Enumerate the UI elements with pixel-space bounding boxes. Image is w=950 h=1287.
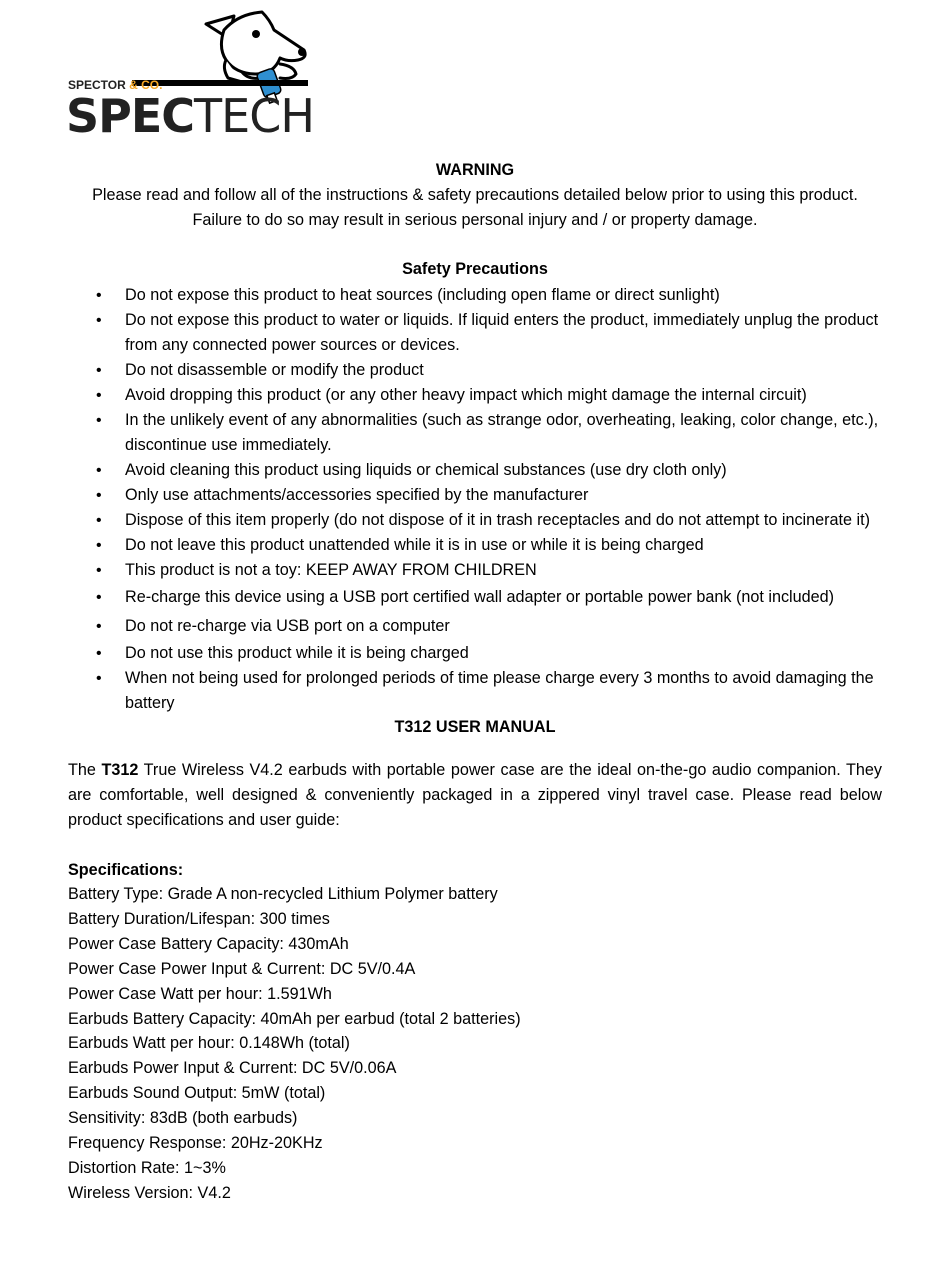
precaution-item: • This product is not a toy: KEEP AWAY FROM CHILDREN xyxy=(68,558,882,583)
precaution-item: • Do not use this product while it is being charged xyxy=(68,641,882,666)
spec-item: Sensitivity: 83dB (both earbuds) xyxy=(68,1109,298,1128)
spec-item: Battery Duration/Lifespan: 300 times xyxy=(68,909,330,928)
precaution-item: • Dispose of this item properly (do not dispose of it in trash receptacles and do not attempt to incinerate it) xyxy=(68,508,882,533)
spec-item: Power Case Watt per hour: 1.591Wh xyxy=(68,984,332,1003)
precaution-item: • Re-charge this device using a USB port certified wall adapter or portable power bank (not included) xyxy=(68,585,882,610)
spec-item: Earbuds Power Input & Current: DC 5V/0.06A xyxy=(68,1059,397,1078)
precaution-item: • Avoid cleaning this product using liquids or chemical substances (use dry cloth only) xyxy=(68,458,882,483)
spec-item: Battery Type: Grade A non-recycled Lithium Polymer battery xyxy=(68,885,498,903)
precaution-item: • Do not re-charge via USB port on a computer xyxy=(68,614,882,639)
safety-precautions-title: Safety Precautions xyxy=(402,260,548,278)
precaution-item: • Do not leave this product unattended while it is in use or while it is being charged xyxy=(68,533,882,558)
intro-model: T312 xyxy=(101,761,139,779)
dog-mascot-icon xyxy=(206,12,306,82)
precaution-item: • Do not expose this product to heat sources (including open flame or direct sunlight) xyxy=(68,283,882,308)
spec-item: Earbuds Sound Output: 5mW (total) xyxy=(68,1084,326,1103)
user-manual-title: T312 USER MANUAL xyxy=(394,718,556,736)
spec-item: Power Case Battery Capacity: 430mAh xyxy=(68,934,349,953)
spec-item: Earbuds Watt per hour: 0.148Wh (total) xyxy=(68,1034,350,1053)
spec-item: Distortion Rate: 1~3% xyxy=(68,1158,226,1177)
precaution-item: • Do not disassemble or modify the product xyxy=(68,358,882,383)
specifications-heading: Specifications: xyxy=(68,861,184,879)
precaution-item: • When not being used for prolonged periods of time please charge every 3 months to avoid damaging the battery xyxy=(68,666,882,716)
warning-title: WARNING xyxy=(435,161,515,179)
precaution-item: • In the unlikely event of any abnormalities (such as strange odor, overheating, leaking, color change, etc.), discontinue use immediately. xyxy=(68,408,882,458)
safety-precautions-list xyxy=(68,283,882,716)
warning-text: Please read and follow all of the instructions & safety precautions detailed below prior to using this product. Failure to do so may result in serious personal injury and / or property damage. xyxy=(92,186,858,229)
intro-rest: True Wireless V4.2 earbuds with portable power case are the ideal on-the-go audio companion. They are comfortable, well designed & conveniently packaged in a zippered vinyl travel case. Please read below product specifications and user guide: xyxy=(68,761,882,829)
specifications-list xyxy=(68,882,521,1206)
precaution-item: • Do not expose this product to water or liquids. If liquid enters the product, immediately unplug the product from any connected power sources or devices. xyxy=(68,308,882,358)
spec-item: Power Case Power Input & Current: DC 5V/0.4A xyxy=(68,959,416,978)
spec-item: Wireless Version: V4.2 xyxy=(68,1183,231,1202)
intro-prefix: The xyxy=(68,761,102,779)
company-small-name: SPECTOR & CO. xyxy=(68,78,163,92)
precaution-item: • Avoid dropping this product (or any other heavy impact which might damage the internal circuit) xyxy=(68,383,882,408)
spec-item: Earbuds Battery Capacity: 40mAh per earbud (total 2 batteries) xyxy=(68,1009,521,1028)
manual-intro-paragraph xyxy=(68,758,882,833)
spectech-logo xyxy=(66,8,314,136)
spec-item: Frequency Response: 20Hz-20KHz xyxy=(68,1134,323,1153)
brand-name: SPECTECH xyxy=(66,89,314,136)
precaution-item: • Only use attachments/accessories specified by the manufacturer xyxy=(68,483,882,508)
